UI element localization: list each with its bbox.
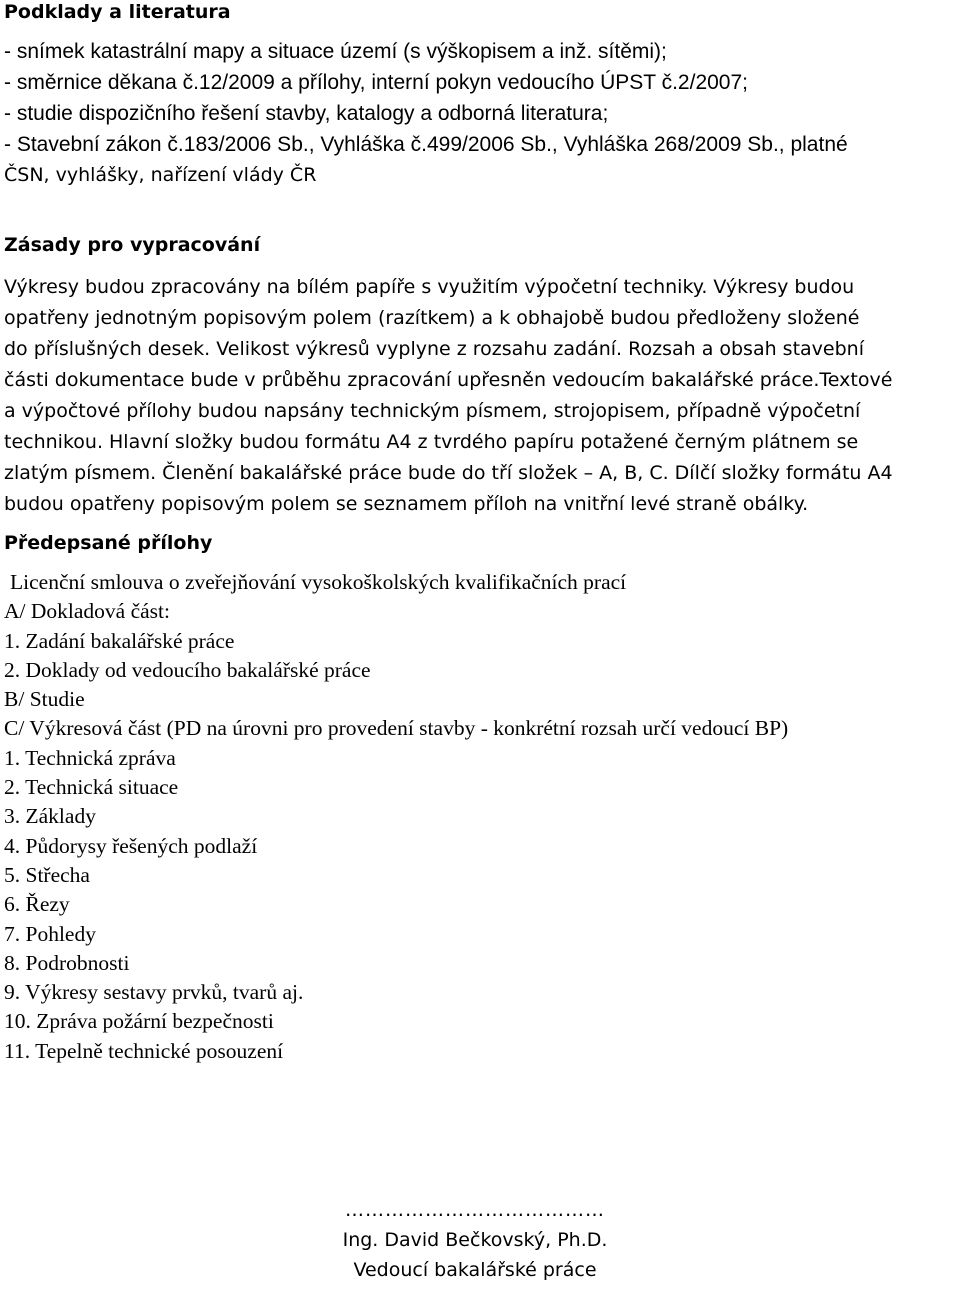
attachment-line: 2. Technická situace	[4, 775, 179, 800]
attachment-line: 8. Podrobnosti	[4, 950, 130, 975]
attachment-line: 7. Pohledy	[4, 921, 96, 946]
reference-line: ČSN, vyhlášky, nařízení vlády ČR	[4, 164, 317, 186]
paragraph-line: budou opatřeny popisovým polem se seznamem příloh na vnitřní levé straně obálky.	[4, 493, 809, 515]
attachment-line: 4. Půdorysy řešených podlaží	[4, 833, 258, 858]
attachment-line: 9. Výkresy sestavy prvků, tvarů aj.	[4, 980, 304, 1005]
attachment-line: A/ Dokladová část:	[4, 599, 170, 624]
reference-line: - studie dispozičního řešení stavby, katalogy a odborná literatura;	[4, 102, 609, 125]
reference-line: - snímek katastrální mapy a situace území (s výškopisem a inž. sítěmi);	[4, 40, 667, 63]
attachment-line: 5. Střecha	[4, 862, 90, 887]
supervisor-name: Ing. David Bečkovský, Ph.D.	[342, 1229, 608, 1251]
attachment-line: Licenční smlouva o zveřejňování vysokoškolských kvalifikačních prací	[10, 570, 627, 594]
paragraph-line: opatřeny jednotným popisovým polem (razítkem) a k obhajobě budou předloženy složené	[4, 307, 860, 329]
reference-line: - směrnice děkana č.12/2009 a přílohy, interní pokyn vedoucího ÚPST č.2/2007;	[4, 71, 748, 94]
section-heading-podklady: Podklady a literatura	[4, 1, 231, 23]
attachment-line: 2. Doklady od vedoucího bakalářské práce	[4, 657, 371, 682]
supervisor-role: Vedoucí bakalářské práce	[353, 1259, 597, 1281]
paragraph-line: do příslušných desek. Velikost výkresů vyplyne z rozsahu zadání. Rozsah a obsah stavební	[4, 338, 864, 360]
paragraph-line: a výpočtové přílohy budou napsány technickým písmem, strojopisem, případně výpočetní	[4, 400, 861, 422]
attachment-line: 1. Zadání bakalářské práce	[4, 628, 235, 653]
attachment-line: B/ Studie	[4, 687, 85, 712]
attachment-line: 1. Technická zpráva	[4, 745, 176, 770]
attachment-line: 6. Řezy	[4, 892, 70, 917]
guidelines-paragraph	[4, 272, 956, 520]
signature-line: …………………………………	[345, 1199, 605, 1221]
attachment-line: 11. Tepelně technické posouzení	[4, 1038, 284, 1063]
references-list	[4, 36, 944, 191]
signature-block	[300, 1195, 650, 1285]
attachments-list	[4, 568, 956, 1066]
paragraph-line: Výkresy budou zpracovány na bílém papíře s využitím výpočetní techniky. Výkresy budou	[4, 276, 855, 298]
reference-line: - Stavební zákon č.183/2006 Sb., Vyhláška č.499/2006 Sb., Vyhláška 268/2009 Sb., platné	[4, 133, 848, 156]
section-heading-prilohy: Předepsané přílohy	[4, 532, 213, 554]
paragraph-line: části dokumentace bude v průběhu zpracování upřesněn vedoucím bakalářské práce.Textové	[4, 369, 893, 391]
attachment-line: 10. Zpráva požární bezpečnosti	[4, 1009, 274, 1034]
paragraph-line: zlatým písmem. Členění bakalářské práce bude do tří složek – A, B, C. Dílčí složky formátu A4	[4, 462, 893, 484]
attachment-line: 3. Základy	[4, 804, 96, 829]
section-heading-zasady: Zásady pro vypracování	[4, 234, 261, 256]
attachment-line: C/ Výkresová část (PD na úrovni pro provedení stavby - konkrétní rozsah určí vedoucí BP)	[4, 716, 789, 741]
paragraph-line: technikou. Hlavní složky budou formátu A4 z tvrdého papíru potažené černým plátnem se	[4, 431, 859, 453]
